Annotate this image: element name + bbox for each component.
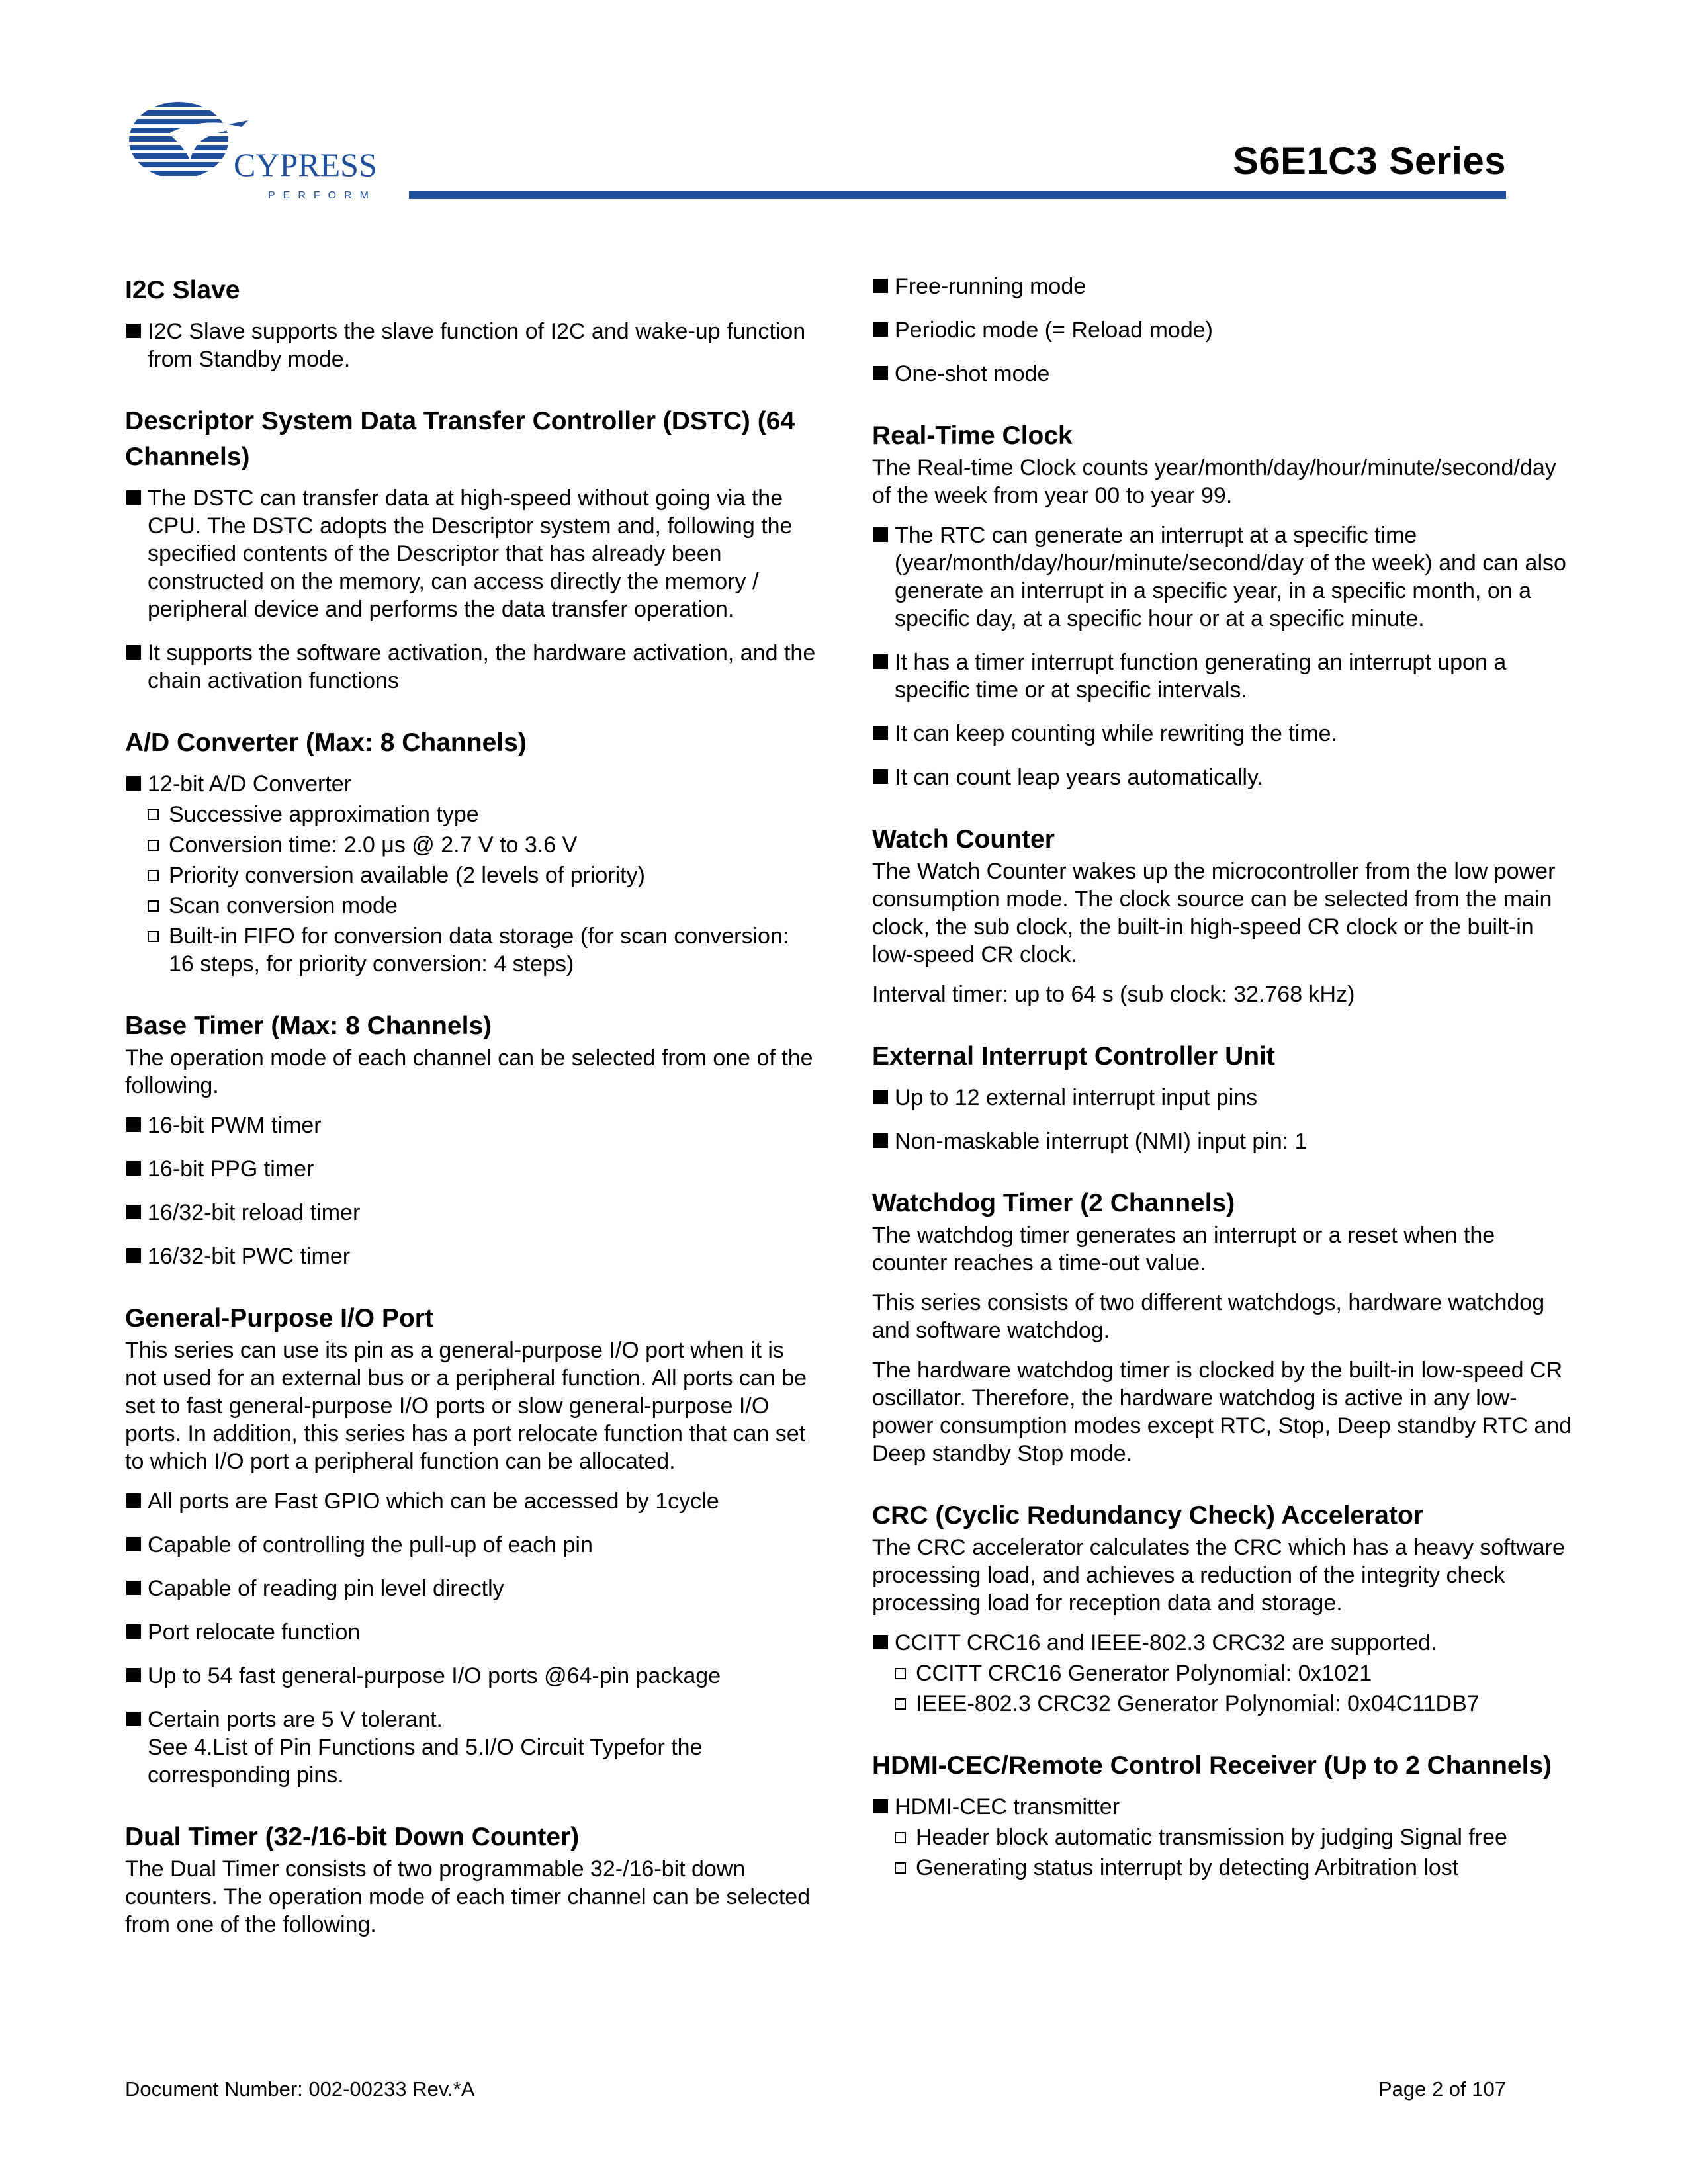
- sub-bullet-icon: [148, 931, 159, 942]
- sub-bullet-icon: [895, 1698, 906, 1710]
- wdt-text-3: The hardware watchdog timer is clocked by the built-in low-speed CR oscillator. Therefore, the hardware watchdog is active in any low-power consumption modes except RTC, Stop, Deep standby RTC and Deep standby Stop mode.: [872, 1358, 1572, 1466]
- dstc-list: [125, 484, 820, 695]
- bullet-square-icon: [126, 1537, 141, 1551]
- list-item: Port relocate function: [125, 1618, 820, 1646]
- watch-counter-heading: Watch Counter: [872, 825, 1055, 853]
- bullet-square-icon: [873, 1090, 888, 1104]
- list-item: CCITT CRC16 and IEEE-802.3 CRC32 are supported. CCITT CRC16 Generator Polynomial: 0x1021 IEEE-802.3 CRC32 Generator Polynomial: 0x04C11DB7: [872, 1629, 1574, 1718]
- i2c-heading: I2C Slave: [125, 276, 240, 304]
- watch-counter-text: The Watch Counter wakes up the microcontroller from the low power consumption mode. The clock source can be selected from the main clock, the sub clock, the built-in high-speed CR clock or the built-in low-speed CR clock.: [872, 859, 1556, 967]
- dual-timer-modes-list: [872, 273, 1574, 388]
- sub-list-item: Scan conversion mode: [148, 892, 820, 920]
- list-item: It has a timer interrupt function generating an interrupt upon a specific time or at specific intervals.: [872, 648, 1574, 704]
- right-column: [872, 273, 1574, 1898]
- wdt-text-2: This series consists of two different watchdogs, hardware watchdog and software watchdog.: [872, 1290, 1545, 1343]
- bullet-square-icon: [873, 1635, 888, 1649]
- bullet-square-icon: [126, 324, 141, 338]
- bullet-square-icon: [126, 1712, 141, 1726]
- bullet-square-icon: [126, 1248, 141, 1263]
- wdt-heading: Watchdog Timer (2 Channels): [872, 1189, 1235, 1217]
- hdmi-list: [872, 1793, 1574, 1882]
- page-number: Page 2 of 107: [1378, 2077, 1506, 2101]
- bullet-square-icon: [873, 769, 888, 784]
- bullet-square-icon: [126, 1668, 141, 1682]
- dual-timer-intro: The Dual Timer consists of two programmable 32-/16-bit down counters. The operation mode of each timer channel can be selected from one of the following.: [125, 1856, 811, 1937]
- gpio-intro: This series can use its pin as a general-purpose I/O port when it is not used for an external bus or a peripheral function. All ports can be set to fast general-purpose I/O ports or slow general-purpose I/O ports. In addition, this series has a port relocate function that can set to which I/O port a peripheral function can be allocated.: [125, 1338, 807, 1474]
- hdmi-sublist: [895, 1823, 1574, 1882]
- bullet-square-icon: [873, 366, 888, 380]
- list-item: Certain ports are 5 V tolerant. See 4.List of Pin Functions and 5.I/O Circuit Typefor the corresponding pins.: [125, 1706, 820, 1789]
- bullet-square-icon: [126, 645, 141, 660]
- bullet-square-icon: [126, 1205, 141, 1219]
- sub-bullet-icon: [148, 840, 159, 851]
- list-item: Capable of controlling the pull-up of each pin: [125, 1531, 820, 1559]
- sub-list-item: Priority conversion available (2 levels of priority): [148, 861, 820, 889]
- list-item: I2C Slave supports the slave function of I2C and wake-up function from Standby mode.: [125, 318, 820, 373]
- bullet-square-icon: [126, 1161, 141, 1176]
- sub-bullet-icon: [148, 809, 159, 820]
- dstc-heading: Descriptor System Data Transfer Controller (DSTC) (64 Channels): [125, 407, 795, 471]
- bullet-square-icon: [873, 654, 888, 669]
- bullet-square-icon: [873, 1799, 888, 1813]
- gpio-list: [125, 1487, 820, 1789]
- base-timer-intro: The operation mode of each channel can be selected from one of the following.: [125, 1045, 813, 1098]
- wdt-text-1: The watchdog timer generates an interrupt or a reset when the counter reaches a time-out value.: [872, 1223, 1495, 1276]
- logo-tagline: PERFORM: [268, 190, 377, 201]
- bullet-square-icon: [873, 1133, 888, 1148]
- bullet-square-icon: [126, 1117, 141, 1132]
- sub-list-item: CCITT CRC16 Generator Polynomial: 0x1021: [895, 1659, 1574, 1687]
- crc-list: [872, 1629, 1574, 1718]
- dual-timer-heading: Dual Timer (32-/16-bit Down Counter): [125, 1823, 580, 1851]
- crc-sublist: [895, 1659, 1574, 1718]
- sub-list-item: Conversion time: 2.0 μs @ 2.7 V to 3.6 V: [148, 831, 820, 859]
- rtc-list: [872, 521, 1574, 791]
- logo-text: CYPRESS: [234, 146, 377, 183]
- exti-heading: External Interrupt Controller Unit: [872, 1042, 1275, 1070]
- series-title: S6E1C3 Series: [1233, 140, 1506, 183]
- list-item: 16-bit PWM timer: [125, 1112, 820, 1139]
- crc-intro: The CRC accelerator calculates the CRC which has a heavy software processing load, and achieves a reduction of the integrity check processing load for reception data and storage.: [872, 1535, 1565, 1616]
- header-rule: [409, 191, 1506, 199]
- exti-list: [872, 1084, 1574, 1155]
- list-item: It can count leap years automatically.: [872, 764, 1574, 791]
- sub-list-item: Built-in FIFO for conversion data storage (for scan conversion: 16 steps, for priority conversion: 4 steps): [148, 922, 820, 978]
- i2c-list: [125, 318, 820, 373]
- list-item: 12-bit A/D Converter Successive approximation type Conversion time: 2.0 μs @ 2.7 V to 3.6 V Priority conversion available (2 levels of priority) Scan conversion mode Built-in FIFO for conversion data storage (for scan conversion: 16 steps, for priority conversion: 4 steps): [125, 770, 820, 978]
- base-timer-list: [125, 1112, 820, 1270]
- crc-heading: CRC (Cyclic Redundancy Check) Accelerator: [872, 1501, 1423, 1530]
- bullet-square-icon: [873, 726, 888, 740]
- bullet-square-icon: [873, 527, 888, 542]
- gpio-heading: General-Purpose I/O Port: [125, 1304, 433, 1332]
- list-item: 16-bit PPG timer: [125, 1155, 820, 1183]
- sub-bullet-icon: [895, 1862, 906, 1874]
- bullet-square-icon: [873, 322, 888, 337]
- sub-list-item: IEEE-802.3 CRC32 Generator Polynomial: 0x04C11DB7: [895, 1690, 1574, 1718]
- rtc-intro: The Real-time Clock counts year/month/day/hour/minute/second/day of the week from year 00 to year 99.: [872, 455, 1556, 508]
- list-item: One-shot mode: [872, 360, 1574, 388]
- sub-bullet-icon: [148, 870, 159, 881]
- hdmi-heading: HDMI-CEC/Remote Control Receiver (Up to 2 Channels): [872, 1751, 1552, 1780]
- list-item: All ports are Fast GPIO which can be accessed by 1cycle: [125, 1487, 820, 1515]
- list-item: The DSTC can transfer data at high-speed without going via the CPU. The DSTC adopts the Descriptor system and, following the specified contents of the Descriptor that has already been constructed on the memory, can access directly the memory / peripheral device and performs the data transfer operation.: [125, 484, 820, 623]
- bullet-square-icon: [126, 776, 141, 791]
- list-item: Up to 54 fast general-purpose I/O ports @64-pin package: [125, 1662, 820, 1690]
- list-item: 16/32-bit reload timer: [125, 1199, 820, 1227]
- document-number: Document Number: 002-00233 Rev.*A: [125, 2077, 475, 2101]
- rtc-heading: Real-Time Clock: [872, 421, 1073, 450]
- left-column: [125, 273, 820, 1950]
- sub-bullet-icon: [895, 1668, 906, 1679]
- list-item: Up to 12 external interrupt input pins: [872, 1084, 1574, 1112]
- list-item: It supports the software activation, the hardware activation, and the chain activation functions: [125, 639, 820, 695]
- base-timer-heading: Base Timer (Max: 8 Channels): [125, 1012, 492, 1040]
- bullet-square-icon: [126, 1624, 141, 1639]
- bullet-square-icon: [126, 1581, 141, 1595]
- list-item: Capable of reading pin level directly: [125, 1575, 820, 1602]
- sub-bullet-icon: [895, 1832, 906, 1843]
- list-item: Non-maskable interrupt (NMI) input pin: 1: [872, 1127, 1574, 1155]
- watch-counter-interval: Interval timer: up to 64 s (sub clock: 32.768 kHz): [872, 982, 1355, 1007]
- list-item: The RTC can generate an interrupt at a specific time (year/month/day/hour/minute/second/day of the week) and can also generate an interrupt in a specific year, in a specific month, on a specific day, at a specific hour or at a specific minute.: [872, 521, 1574, 633]
- list-item: Free-running mode: [872, 273, 1574, 300]
- sub-list-item: Successive approximation type: [148, 801, 820, 828]
- adc-sublist: [148, 801, 820, 978]
- cypress-logo: [129, 99, 394, 205]
- bullet-square-icon: [126, 1493, 141, 1508]
- adc-list: [125, 770, 820, 978]
- list-item: It can keep counting while rewriting the time.: [872, 720, 1574, 748]
- sub-list-item: Header block automatic transmission by judging Signal free: [895, 1823, 1574, 1851]
- bullet-square-icon: [126, 490, 141, 505]
- list-item: HDMI-CEC transmitter Header block automatic transmission by judging Signal free Generating status interrupt by detecting Arbitration lost: [872, 1793, 1574, 1882]
- adc-heading: A/D Converter (Max: 8 Channels): [125, 728, 527, 757]
- list-item: 16/32-bit PWC timer: [125, 1243, 820, 1270]
- list-item: Periodic mode (= Reload mode): [872, 316, 1574, 344]
- sub-bullet-icon: [148, 900, 159, 912]
- sub-list-item: Generating status interrupt by detecting Arbitration lost: [895, 1854, 1574, 1882]
- bullet-square-icon: [873, 279, 888, 293]
